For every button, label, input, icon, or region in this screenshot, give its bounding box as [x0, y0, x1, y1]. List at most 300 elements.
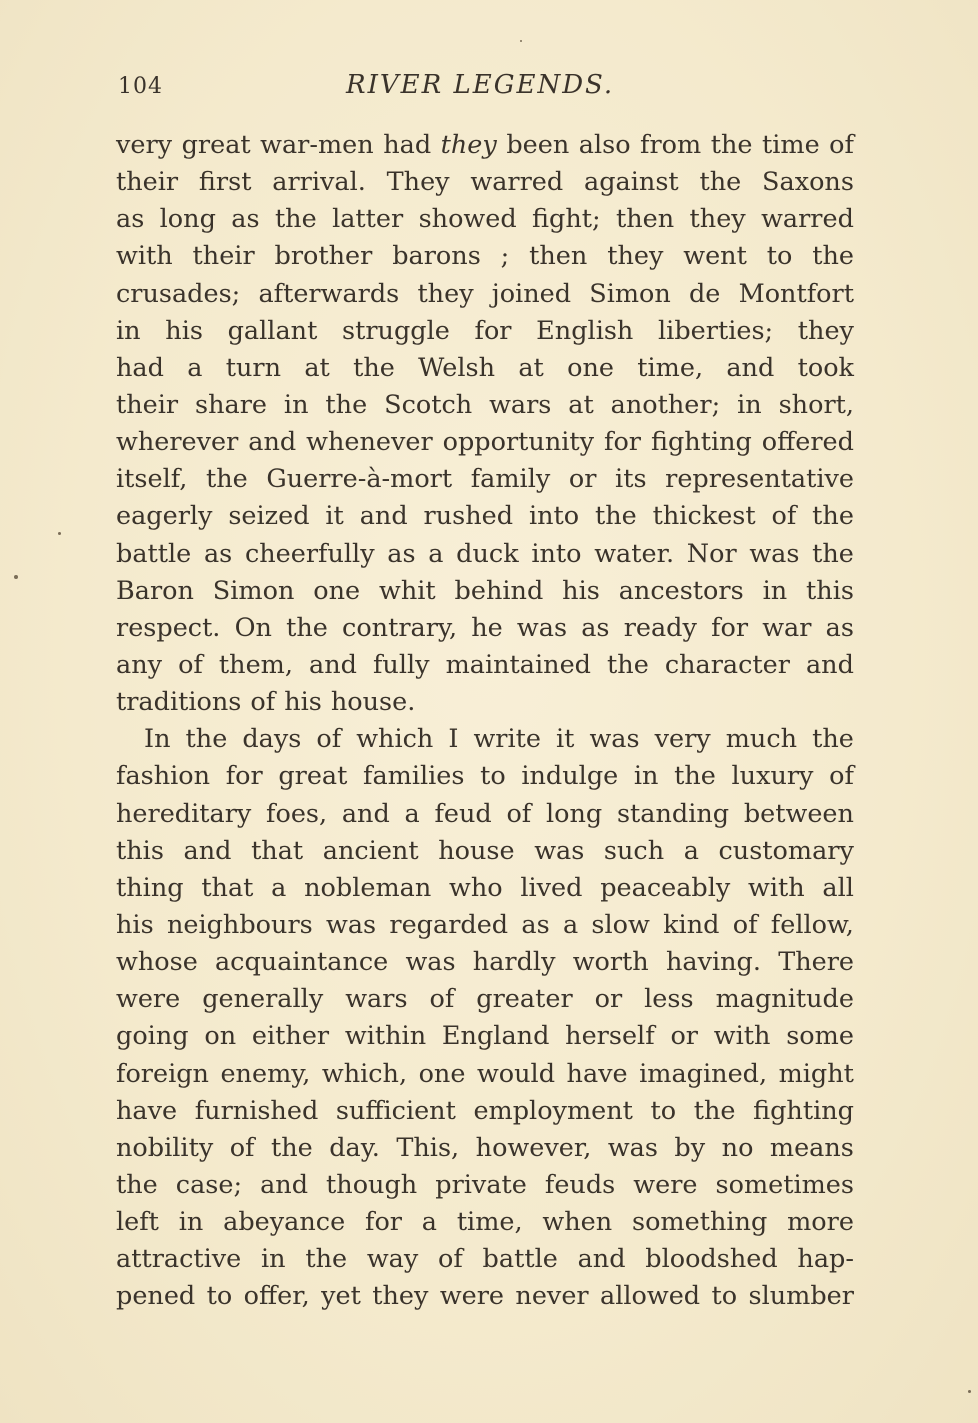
word: turn	[225, 352, 282, 383]
text-line	[116, 944, 854, 981]
word: the	[607, 649, 649, 680]
word: and	[359, 501, 408, 532]
text-line	[116, 833, 854, 870]
word: was	[589, 724, 640, 755]
text-line	[116, 424, 854, 461]
word: or	[594, 984, 623, 1015]
word: gallant	[227, 315, 318, 346]
word: nobleman	[304, 872, 432, 903]
word: into	[528, 501, 580, 532]
word: his	[165, 315, 203, 346]
word: hardly	[472, 947, 556, 978]
word: been	[506, 130, 570, 160]
word: slumber	[748, 1281, 854, 1312]
word: luxury	[731, 761, 814, 792]
word: to	[711, 1281, 738, 1312]
word: ancestors	[618, 575, 744, 606]
word: between	[743, 798, 854, 829]
word: or	[670, 1021, 698, 1052]
word: yet	[321, 1281, 361, 1312]
word: Scotch	[384, 389, 473, 420]
word: foreign	[116, 1058, 209, 1089]
word: his	[562, 575, 600, 606]
word: a	[428, 538, 444, 569]
word: when	[542, 1207, 613, 1238]
word: maintained	[445, 649, 591, 680]
word: wars	[345, 984, 408, 1015]
word: the	[353, 352, 395, 383]
word: also	[578, 130, 631, 160]
word: to	[766, 241, 793, 272]
word: first	[198, 167, 252, 198]
word: and	[248, 427, 297, 458]
word: liberties;	[658, 315, 774, 346]
text-line	[116, 313, 854, 350]
word: I	[448, 724, 459, 755]
word: Nor	[686, 538, 737, 569]
word: in	[116, 315, 141, 346]
word: them,	[218, 649, 293, 680]
text-line	[116, 1093, 854, 1130]
word: for	[604, 427, 641, 458]
word: was	[534, 835, 585, 866]
word: peaceably	[600, 872, 731, 903]
word: battle	[116, 538, 192, 569]
text-line	[116, 536, 854, 573]
word: representative	[665, 464, 854, 495]
word: was	[516, 612, 568, 643]
word: this	[806, 575, 854, 606]
word: slow	[591, 909, 650, 940]
word: which	[356, 724, 434, 755]
word: the	[205, 464, 248, 495]
word: its	[615, 464, 647, 495]
word: any	[116, 649, 163, 680]
word: On	[234, 612, 272, 643]
word: their	[116, 389, 179, 420]
word: of	[250, 687, 276, 718]
word: less	[644, 984, 694, 1015]
word: of	[829, 130, 854, 160]
word: was	[607, 1132, 658, 1163]
text-line	[116, 1167, 854, 1204]
word: contrary,	[342, 612, 458, 643]
text-line	[116, 498, 854, 535]
word: for	[711, 612, 749, 643]
word: and	[309, 649, 357, 680]
word: attractive	[116, 1244, 242, 1275]
word: in	[762, 575, 788, 606]
word: wars	[489, 389, 552, 420]
word: sometimes	[715, 1169, 854, 1200]
word: this	[116, 835, 164, 866]
word: furnished	[194, 1095, 319, 1126]
word: had	[116, 352, 164, 383]
word: as	[581, 612, 610, 643]
paper-speck	[968, 1390, 971, 1393]
word: time,	[456, 1207, 523, 1238]
word: at	[518, 352, 544, 383]
word: they	[417, 278, 474, 309]
word: bloodshed	[645, 1244, 778, 1275]
word: In	[144, 724, 171, 755]
word: then	[529, 241, 588, 272]
word: some	[786, 1021, 854, 1052]
word: Saxons	[762, 167, 854, 198]
word: another;	[610, 389, 721, 420]
word: whose	[116, 947, 198, 978]
word: and	[726, 352, 775, 383]
text-line	[116, 647, 854, 684]
word: into	[531, 538, 582, 569]
word: at	[304, 352, 330, 383]
text-line	[116, 350, 854, 387]
word: a	[562, 909, 579, 940]
word: day.	[329, 1132, 380, 1163]
word: of	[178, 649, 203, 680]
word: of	[506, 798, 532, 829]
word: Simon	[212, 575, 295, 606]
word: at	[568, 389, 594, 420]
word: means	[769, 1132, 854, 1163]
word: time	[761, 130, 820, 160]
word: might	[778, 1058, 854, 1089]
text-line	[116, 981, 854, 1018]
word: the	[274, 204, 317, 235]
word: de	[688, 278, 721, 309]
word: days	[242, 724, 302, 755]
word: neighbours	[166, 909, 313, 940]
word: warred	[470, 167, 564, 198]
word: went	[683, 241, 747, 272]
word: was	[749, 538, 800, 569]
word: in	[283, 389, 309, 420]
text-line	[116, 573, 854, 610]
word: in	[261, 1244, 286, 1275]
word: they	[440, 130, 497, 160]
word: long	[159, 204, 216, 235]
word: their	[116, 167, 179, 198]
word: battle	[482, 1244, 558, 1275]
word: ready	[623, 612, 697, 643]
word: the	[812, 724, 854, 755]
word: They	[386, 167, 450, 198]
word: the	[812, 501, 854, 532]
word: more	[787, 1207, 854, 1238]
text-line	[116, 1278, 854, 1315]
text-line	[116, 907, 854, 944]
word: of	[438, 1244, 463, 1275]
body-text	[116, 127, 854, 1316]
word: something	[631, 1207, 768, 1238]
word: as	[231, 204, 260, 235]
word: of	[771, 501, 797, 532]
word: English	[536, 315, 634, 346]
word: seized	[228, 501, 310, 532]
word: never	[515, 1281, 589, 1312]
word: on	[204, 1021, 237, 1052]
word: the	[699, 167, 742, 198]
word: respect.	[116, 612, 221, 643]
word: standing	[616, 798, 730, 829]
text-line	[116, 461, 854, 498]
word: latter	[332, 204, 404, 235]
text-line	[116, 1018, 854, 1055]
word: whit	[379, 575, 436, 606]
word: with	[116, 241, 173, 272]
word: that	[201, 872, 254, 903]
word: warred	[761, 204, 854, 235]
word: his	[116, 909, 154, 940]
word: There	[778, 947, 854, 978]
word: with	[713, 1021, 771, 1052]
word: no	[721, 1132, 754, 1163]
word: it	[325, 501, 344, 532]
paper-speck	[14, 575, 18, 579]
word: rushed	[423, 501, 514, 532]
word: acquaintance	[214, 947, 389, 978]
word: his	[284, 687, 322, 718]
word: cheerfully	[244, 538, 375, 569]
word: and	[183, 835, 232, 866]
word: as	[825, 612, 854, 643]
word: such	[603, 835, 665, 866]
word: Baron	[116, 575, 194, 606]
word: the	[270, 1132, 313, 1163]
word: family	[470, 464, 551, 495]
word: one	[418, 1058, 466, 1089]
word: imagined,	[639, 1058, 768, 1089]
word: hap-	[797, 1244, 854, 1275]
word: one	[567, 352, 614, 383]
word: of	[732, 909, 758, 940]
word: were	[633, 1169, 698, 1200]
word: the	[185, 724, 228, 755]
word: in	[737, 389, 762, 420]
word: to	[650, 1095, 677, 1126]
word: afterwards	[258, 278, 400, 309]
word: one	[313, 575, 361, 606]
word: they	[689, 204, 746, 235]
word: case;	[175, 1169, 243, 1200]
word: employment	[473, 1095, 633, 1126]
word: long	[545, 798, 603, 829]
word: way	[366, 1244, 419, 1275]
word: they	[797, 315, 854, 346]
word: or	[568, 464, 597, 495]
word: within	[344, 1021, 427, 1052]
text-line	[116, 1241, 854, 1278]
word: feud	[434, 798, 492, 829]
word: the	[812, 538, 854, 569]
word: ;	[500, 241, 510, 272]
text-line	[116, 870, 854, 907]
word: a	[683, 835, 699, 866]
word: then	[615, 204, 675, 235]
word: going	[116, 1021, 189, 1052]
word: joined	[491, 278, 572, 309]
word: the	[116, 1169, 158, 1200]
word: as	[116, 204, 145, 235]
word: the	[286, 612, 328, 643]
word: for	[225, 761, 263, 792]
word: thing	[116, 872, 184, 903]
word: however,	[475, 1132, 592, 1163]
text-line	[116, 721, 854, 758]
word: to	[480, 761, 506, 792]
word: eagerly	[116, 501, 213, 532]
word: very	[116, 130, 173, 160]
word: showed	[418, 204, 517, 235]
word: short,	[778, 389, 854, 420]
word: magnitude	[715, 984, 854, 1015]
word: very	[654, 724, 711, 755]
word: that	[251, 835, 304, 866]
word: Simon	[589, 278, 671, 309]
word: they	[372, 1281, 429, 1312]
word: as	[387, 538, 416, 569]
word: fighting	[650, 427, 752, 458]
word: struggle	[342, 315, 450, 346]
paper-speck	[520, 40, 522, 42]
text-line	[116, 127, 854, 164]
word: families	[363, 761, 465, 792]
word: house	[438, 835, 515, 866]
word: Welsh	[418, 352, 496, 383]
word: great	[278, 761, 348, 792]
word: arrival.	[272, 167, 366, 198]
word: war	[762, 612, 812, 643]
word: who	[449, 872, 503, 903]
word: customary	[718, 835, 854, 866]
word: abeyance	[223, 1207, 346, 1238]
word: the	[305, 1244, 348, 1275]
text-line	[116, 276, 854, 313]
word: England	[441, 1021, 550, 1052]
word: were	[439, 1281, 505, 1312]
word: were	[116, 984, 181, 1015]
word: in	[178, 1207, 204, 1238]
word: for	[474, 315, 512, 346]
word: lived	[520, 872, 583, 903]
word: it	[556, 724, 575, 755]
word: of	[229, 1132, 255, 1163]
text-line	[116, 610, 854, 647]
word: a	[271, 872, 287, 903]
word: duck	[456, 538, 519, 569]
word: wherever	[116, 427, 239, 458]
word: a	[421, 1207, 437, 1238]
word: allowed	[600, 1281, 701, 1312]
word: offer,	[243, 1281, 310, 1312]
word: which,	[321, 1058, 408, 1089]
word: have	[566, 1058, 628, 1089]
word: would	[476, 1058, 556, 1089]
text-line	[116, 201, 854, 238]
word: herself	[565, 1021, 655, 1052]
word: itself,	[116, 464, 188, 495]
word: their	[192, 241, 255, 272]
word: of	[429, 984, 455, 1015]
text-line	[116, 1056, 854, 1093]
word: fellow,	[770, 909, 854, 940]
word: was	[405, 947, 456, 978]
word: private	[435, 1169, 527, 1200]
word: with	[748, 872, 805, 903]
word: by	[674, 1132, 706, 1163]
text-line	[116, 164, 854, 201]
word: time,	[637, 352, 704, 383]
word: offered	[761, 427, 854, 458]
word: much	[725, 724, 798, 755]
word: in	[633, 761, 659, 792]
text-line	[116, 1130, 854, 1167]
word: as	[521, 909, 550, 940]
page-header	[116, 70, 856, 110]
word: brother	[274, 241, 373, 272]
word: pened	[116, 1281, 196, 1312]
word: thickest	[652, 501, 756, 532]
word: foes,	[266, 798, 328, 829]
word: indulge	[521, 761, 619, 792]
word: fighting	[753, 1095, 854, 1126]
word: left	[116, 1207, 159, 1238]
word: barons	[392, 241, 481, 272]
word: Guerre-à-mort	[266, 464, 453, 495]
word: of	[316, 724, 342, 755]
text-line	[116, 238, 854, 275]
word: all	[822, 872, 854, 903]
word: hereditary	[116, 798, 252, 829]
word: greater	[476, 984, 573, 1015]
word: enemy,	[220, 1058, 311, 1089]
paper-speck	[58, 532, 61, 535]
word: and	[260, 1169, 309, 1200]
text-line	[116, 387, 854, 424]
word: a	[404, 798, 420, 829]
word: and	[341, 798, 390, 829]
word: took	[797, 352, 854, 383]
word: This,	[396, 1132, 460, 1163]
word: of	[829, 761, 854, 792]
word: from	[640, 130, 702, 160]
text-line	[116, 758, 854, 795]
word: fully	[372, 649, 430, 680]
word: opportunity	[442, 427, 595, 458]
word: a	[187, 352, 203, 383]
word: character	[664, 649, 790, 680]
word: the	[693, 1095, 736, 1126]
word: crusades;	[116, 278, 241, 309]
word: the	[812, 241, 854, 272]
word: though	[326, 1169, 418, 1200]
word: against	[584, 167, 679, 198]
word: for	[365, 1207, 402, 1238]
word: and	[577, 1244, 626, 1275]
word: fashion	[116, 761, 211, 792]
word: ancient	[322, 835, 419, 866]
word: behind	[454, 575, 544, 606]
word: kind	[663, 909, 720, 940]
word: was	[326, 909, 377, 940]
word: to	[206, 1281, 233, 1312]
word: nobility	[116, 1132, 214, 1163]
word: the	[325, 389, 368, 420]
word: they	[607, 241, 664, 272]
word: either	[251, 1021, 330, 1052]
text-line	[116, 684, 854, 721]
word: sufficient	[335, 1095, 456, 1126]
